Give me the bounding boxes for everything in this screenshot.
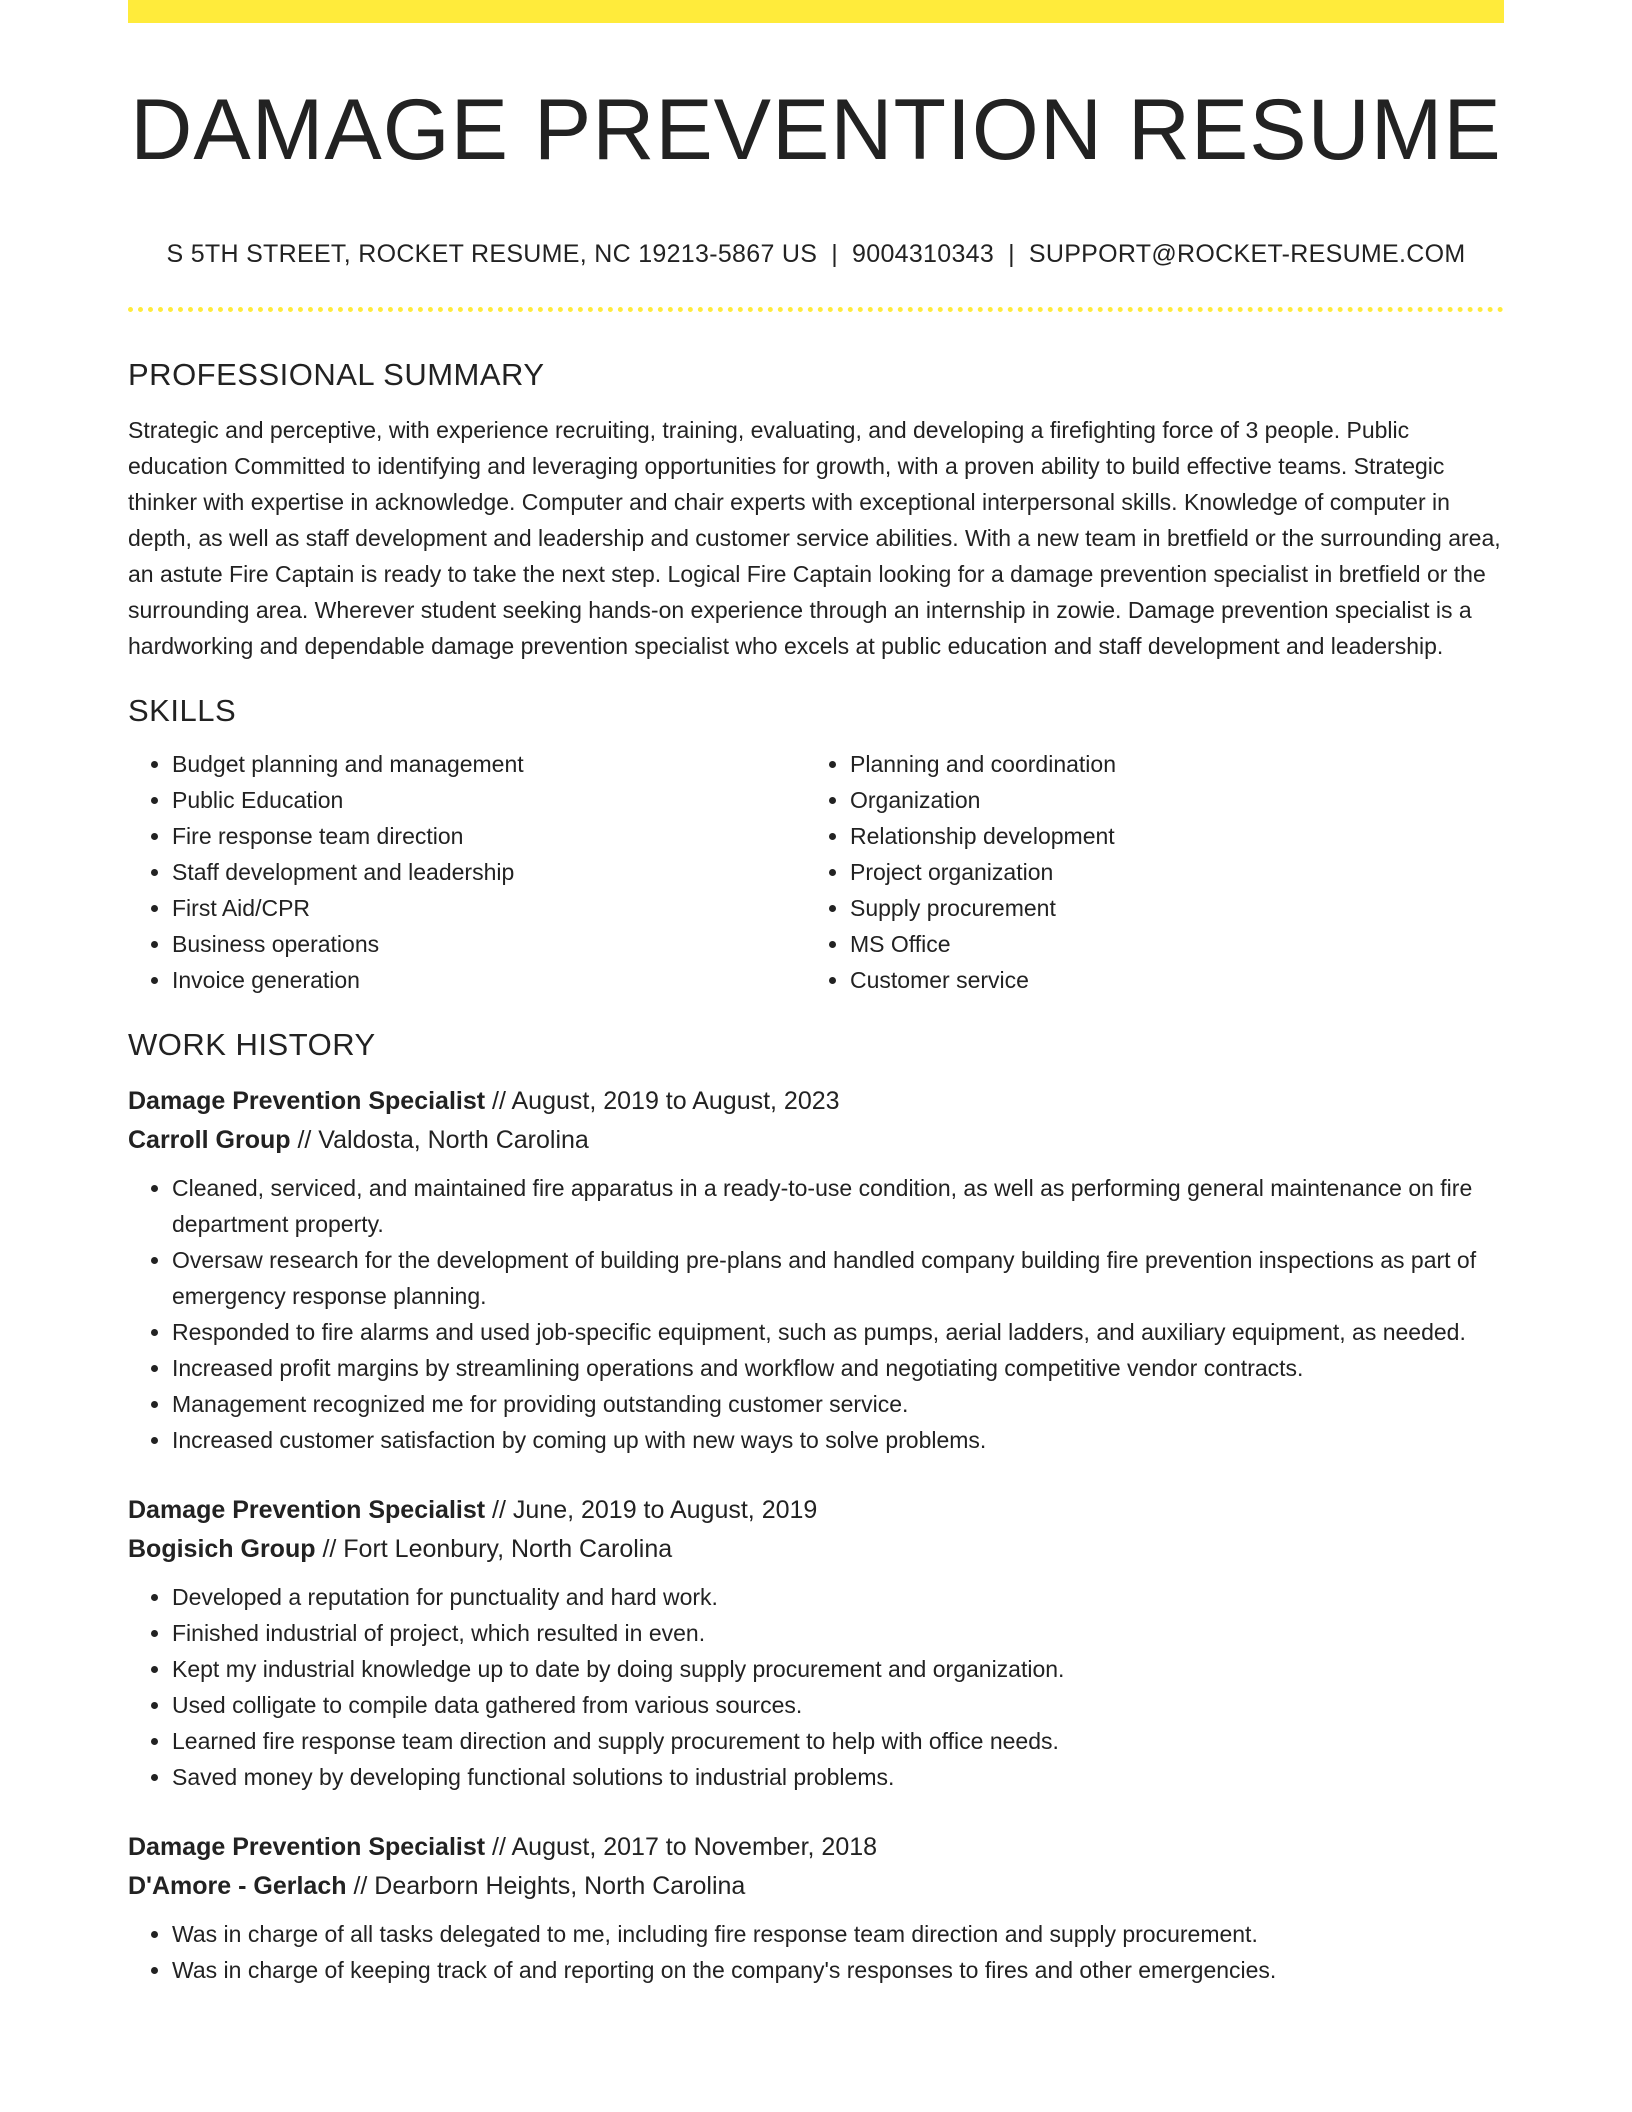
skill-item: • Supply procurement [850,890,1484,926]
job-company-line [128,1867,1504,1906]
job-entry [128,1828,1504,1988]
skill-item: • Fire response team direction [172,818,806,854]
job-bullets [128,1916,1504,1988]
job-company: D'Amore - Gerlach [128,1872,347,1900]
job-bullet: • Saved money by developing functional solutions to industrial problems. [172,1759,1504,1795]
job-bullets [128,1170,1504,1458]
dotted-divider [128,307,1504,312]
work-history-heading: WORK HISTORY [128,1027,376,1062]
job-location: // Valdosta, North Carolina [297,1126,589,1154]
contact-phone: 9004310343 [852,240,995,268]
job-location: // Fort Leonbury, North Carolina [322,1535,673,1563]
job-bullet: • Was in charge of all tasks delegated to me, including fire response team direction and supply procurement. [172,1916,1504,1952]
job-title: Damage Prevention Specialist [128,1087,486,1115]
skill-item: • First Aid/CPR [172,890,806,926]
resume-content [128,350,1504,1988]
resume-title: DAMAGE PREVENTION RESUME [130,82,1502,178]
job-bullet: • Increased profit margins by streamlining operations and workflow and negotiating competitive vendor contracts. [172,1350,1504,1386]
job-bullet: • Responded to fire alarms and used job-specific equipment, such as pumps, aerial ladders, and auxiliary equipment, as needed. [172,1314,1504,1350]
job-entry [128,1082,1504,1458]
job-location: // Dearborn Heights, North Carolina [353,1872,746,1900]
skills-list-right [806,746,1484,998]
job-title: Damage Prevention Specialist [128,1833,486,1861]
skill-item: • Customer service [850,962,1484,998]
job-bullets [128,1579,1504,1795]
summary-heading: PROFESSIONAL SUMMARY [128,357,545,392]
contact-email: SUPPORT@ROCKET-RESUME.COM [1028,240,1466,268]
job-dates: // August, 2019 to August, 2023 [492,1087,840,1115]
job-bullet: • Developed a reputation for punctuality and hard work. [172,1579,1504,1615]
skills-columns [128,746,1504,998]
job-company: Carroll Group [128,1126,291,1154]
contact-separator: | [1008,240,1015,268]
job-bullet: • Oversaw research for the development of building pre-plans and handled company building fire prevention inspections as part of emergency response planning. [172,1242,1504,1314]
job-company-line [128,1530,1504,1569]
skill-item: • Organization [850,782,1484,818]
skill-item: • Business operations [172,926,806,962]
job-bullet: • Used colligate to compile data gathered from various sources. [172,1687,1504,1723]
skill-item: • Invoice generation [172,962,806,998]
skill-item: • Project organization [850,854,1484,890]
skill-item: • Planning and coordination [850,746,1484,782]
summary-text: Strategic and perceptive, with experience recruiting, training, evaluating, and developing a firefighting force of 3 people. Public education Committed to identifying and leveraging opportunities for growth, with a proven ability to build effective teams. Strategic thinker with expertise in acknowledge. Computer and chair experts with exceptional interpersonal skills. Knowledge of computer in depth, as well as staff development and leadership and customer service abilities. With a new team in bretfield or the surrounding area, an astute Fire Captain is ready to take the next step. Logical Fire Captain looking for a damage prevention specialist in bretfield or the surrounding area. Wherever student seeking hands-on experience through an internship in zowie. Damage prevention specialist is a hardworking and dependable damage prevention specialist who excels at public education and staff development and leadership. [128,417,1501,659]
job-company: Bogisich Group [128,1535,316,1563]
job-bullet: • Increased customer satisfaction by coming up with new ways to solve problems. [172,1422,1504,1458]
skill-item: • Staff development and leadership [172,854,806,890]
job-bullet: • Kept my industrial knowledge up to date by doing supply procurement and organization. [172,1651,1504,1687]
job-company-line [128,1121,1504,1160]
job-title: Damage Prevention Specialist [128,1496,486,1524]
job-bullet: • Cleaned, serviced, and maintained fire apparatus in a ready-to-use condition, as well as performing general maintenance on fire department property. [172,1170,1504,1242]
skills-heading: SKILLS [128,693,237,728]
job-bullet: • Was in charge of keeping track of and reporting on the company's responses to fires and other emergencies. [172,1952,1504,1988]
job-dates: // June, 2019 to August, 2019 [492,1496,818,1524]
job-title-line [128,1491,1504,1530]
contact-address: S 5TH STREET, ROCKET RESUME, NC 19213-5867 US [166,240,818,268]
job-bullet: • Management recognized me for providing outstanding customer service. [172,1386,1504,1422]
job-bullet: • Learned fire response team direction and supply procurement to help with office needs. [172,1723,1504,1759]
skills-list-left [128,746,806,998]
skill-item: • Budget planning and management [172,746,806,782]
skill-item: • Relationship development [850,818,1484,854]
job-bullet: • Finished industrial of project, which resulted in even. [172,1615,1504,1651]
job-title-line [128,1082,1504,1121]
skill-item: • MS Office [850,926,1484,962]
contact-line [128,236,1504,272]
skill-item: • Public Education [172,782,806,818]
top-accent-bar [128,0,1504,23]
job-title-line [128,1828,1504,1867]
contact-separator: | [831,240,839,268]
job-entry [128,1491,1504,1795]
job-dates: // August, 2017 to November, 2018 [492,1833,878,1861]
